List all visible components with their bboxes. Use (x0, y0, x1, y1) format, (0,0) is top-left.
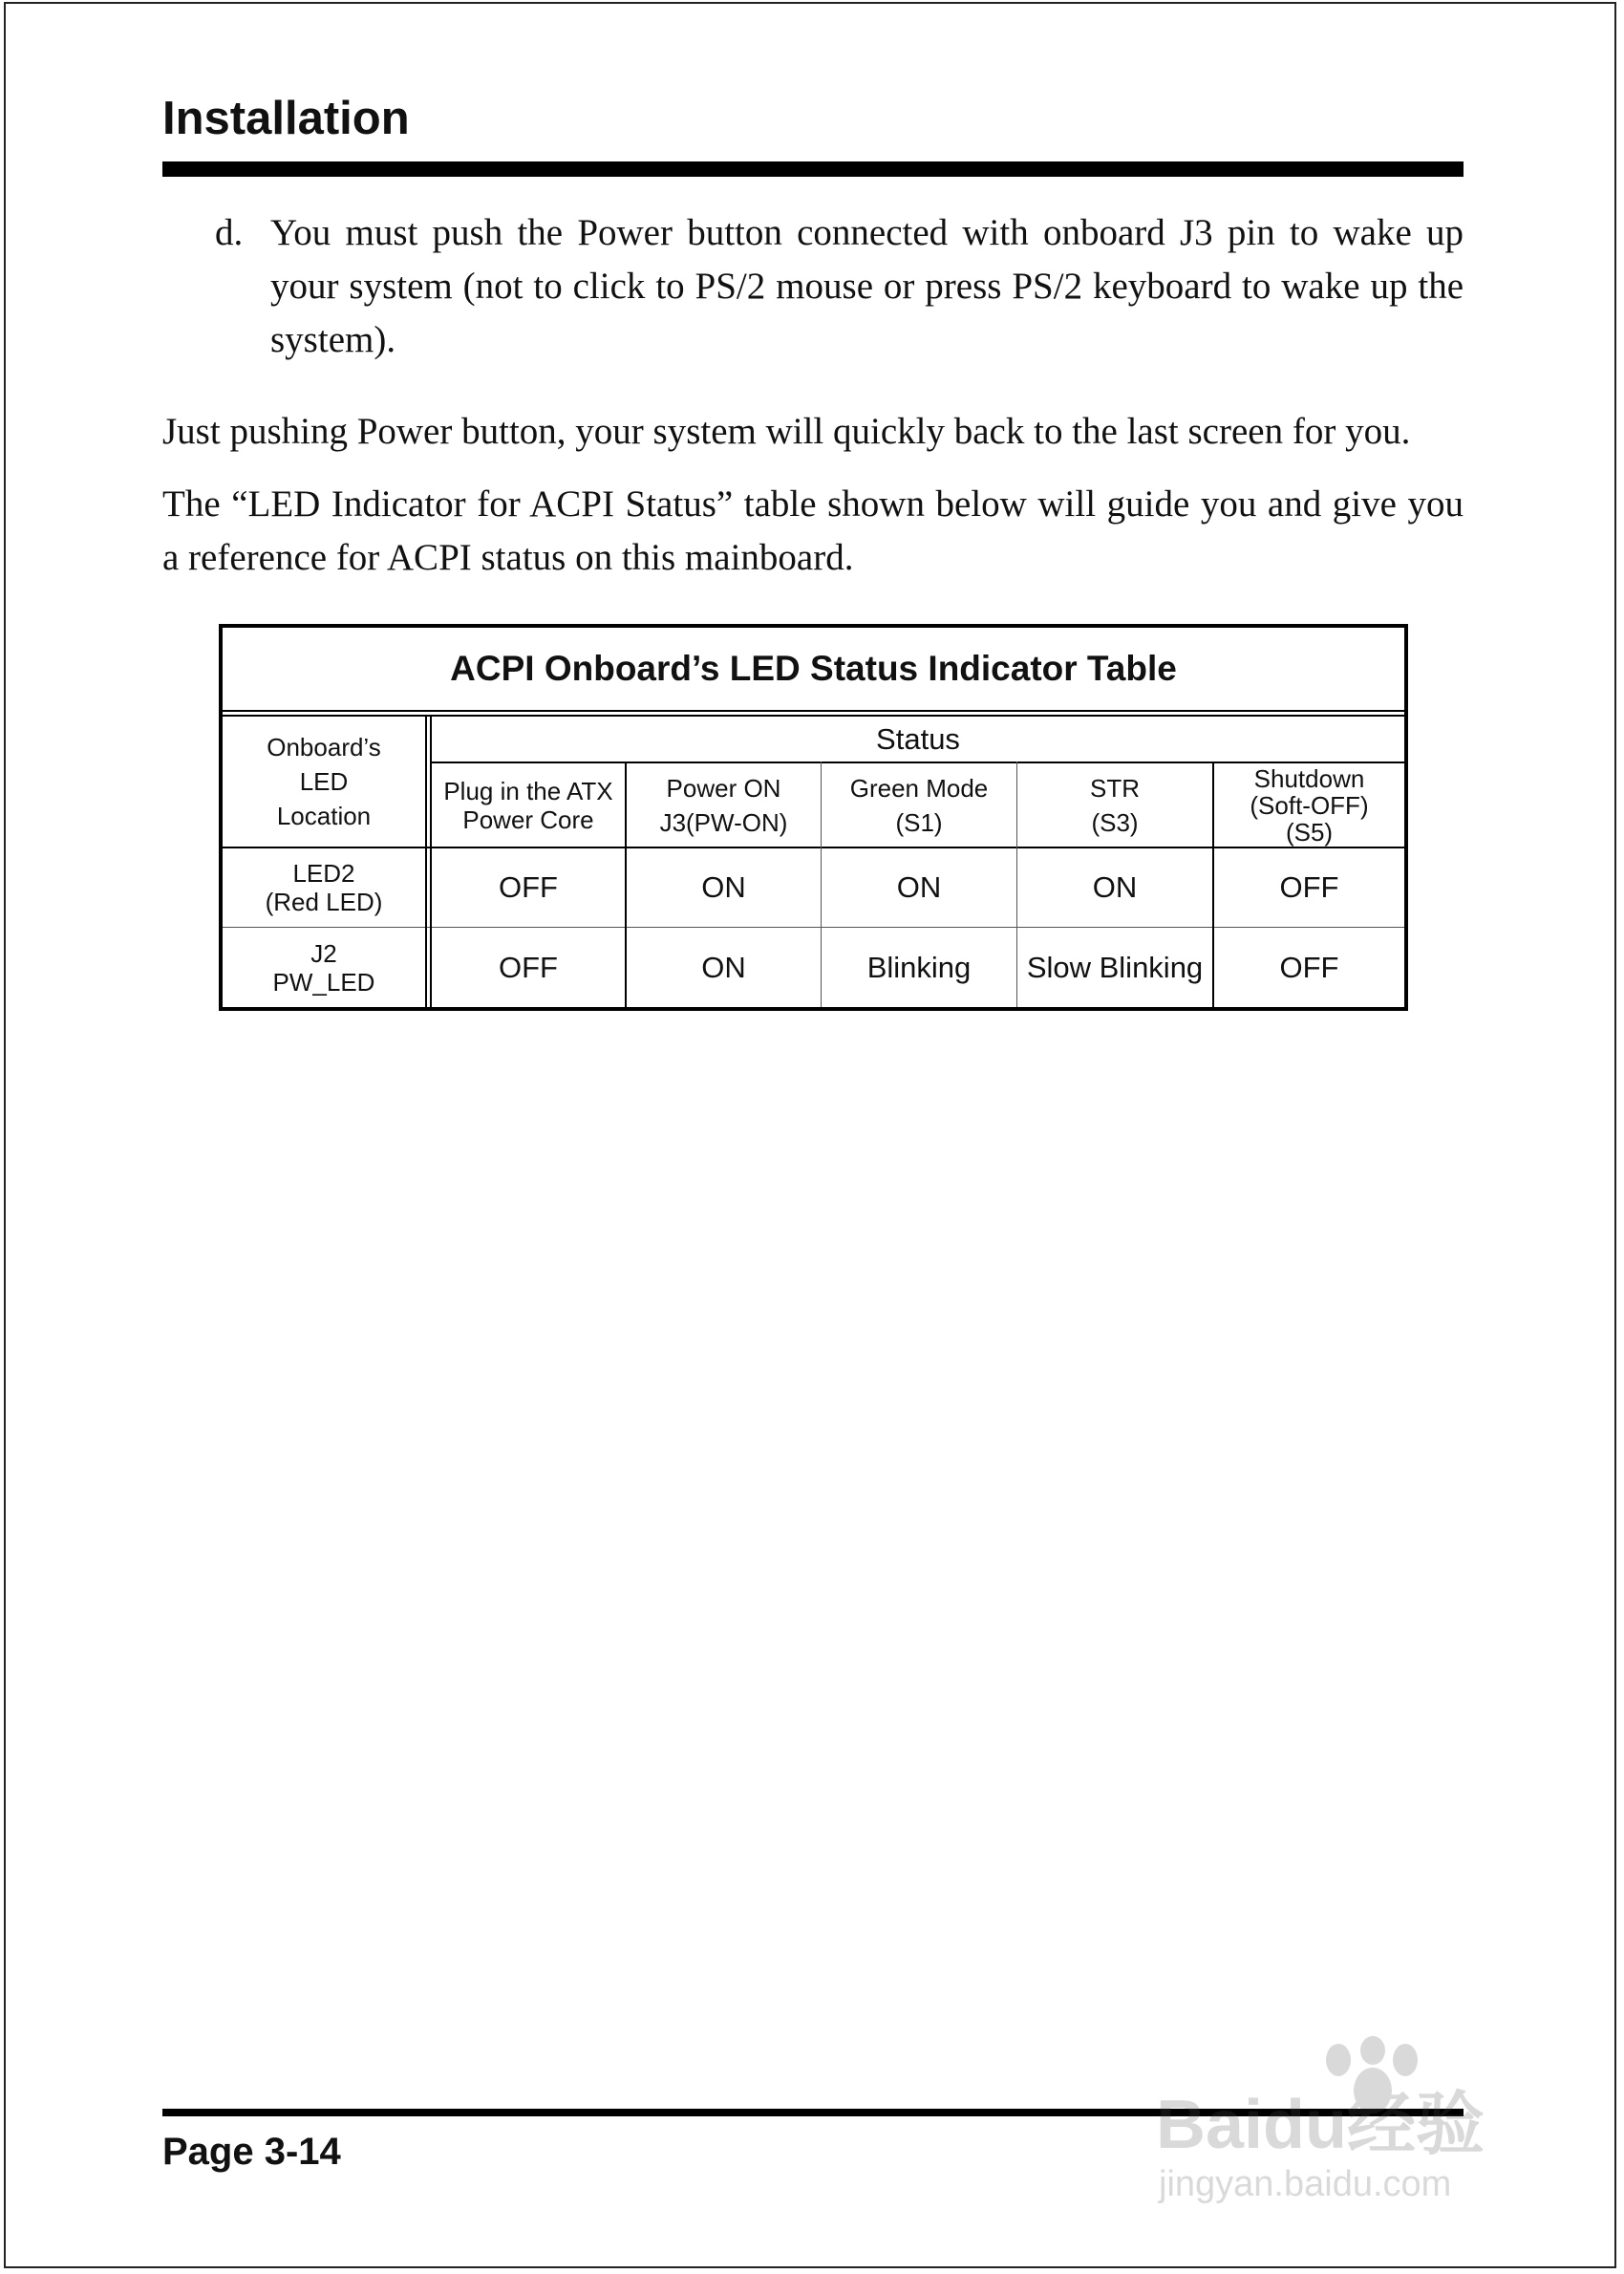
table-rule-title-top (223, 710, 1404, 712)
location-header (223, 717, 425, 847)
location-header-line-3: Location (276, 802, 372, 830)
watermark-brand: Baidu经验 (1156, 2087, 1485, 2163)
column-header-line-2: J3(PW-ON) (659, 807, 788, 837)
column-header-line-1: STR (1090, 773, 1140, 803)
row-label-line-1: LED2 (292, 859, 355, 888)
row-label-line-2: PW_LED (272, 967, 375, 997)
list-item-text: You must push the Power button connected with onboard J3 pin to wake up your system (not to click to PS/2 mouse or press PS/2 keyboard to wake up the system). (270, 212, 1464, 360)
table-title: ACPI Onboard’s LED Status Indicator Table (450, 649, 1177, 688)
row-label-j2 (223, 928, 425, 1007)
footer-rule (162, 2109, 1464, 2116)
column-header-line-1: Shutdown (1253, 763, 1365, 793)
section-title: Installation (162, 93, 410, 144)
watermark-url: jingyan.baidu.com (1159, 2164, 1452, 2204)
column-header-line-2: (Soft-OFF) (1250, 790, 1369, 820)
list-marker: d. (215, 212, 244, 253)
list-item-d (162, 206, 1464, 367)
column-header-line-1: Green Mode (849, 773, 989, 803)
column-header-shutdown (1214, 763, 1404, 847)
table-cell: ON (1092, 870, 1138, 904)
table-cell: Blinking (866, 950, 972, 984)
acpi-led-status-table (219, 624, 1408, 1011)
column-header-line-1: Power ON (666, 773, 781, 803)
column-header-line-3: (S5) (1285, 817, 1334, 847)
table-rule-location-left (425, 715, 427, 1007)
header-rule (162, 161, 1464, 177)
column-header-plug-in-atx (432, 763, 625, 847)
table-cell: ON (701, 870, 746, 904)
table-cell: OFF (1279, 950, 1339, 984)
column-header-line-1: Plug in the ATX (443, 776, 613, 805)
paragraph-power-button: Just pushing Power button, your system will quickly back to the last screen for you. (162, 411, 1411, 452)
column-header-power-on (627, 763, 821, 847)
row-label-line-2: (Red LED) (265, 888, 383, 916)
column-header-line-2: (S1) (895, 807, 943, 837)
table-cell: OFF (499, 870, 558, 904)
location-header-line-1: Onboard’s (267, 733, 381, 762)
row-label-line-1: J2 (310, 938, 337, 968)
column-header-str (1017, 763, 1212, 847)
row-label-led2 (223, 848, 425, 927)
table-cell: ON (701, 950, 746, 984)
table-cell: OFF (499, 950, 558, 984)
table-cell: ON (896, 870, 942, 904)
table-cell: Slow Blinking (1026, 950, 1204, 984)
column-header-line-2: Power Core (462, 804, 594, 834)
status-header: Status (876, 721, 960, 756)
column-header-line-2: (S3) (1091, 807, 1139, 837)
column-header-green-mode (822, 763, 1016, 847)
location-header-line-2: LED (299, 767, 349, 796)
page-number: Page 3-14 (162, 2131, 341, 2173)
table-cell: OFF (1279, 870, 1339, 904)
paragraph-led-reference: The “LED Indicator for ACPI Status” table shown below will guide you and give you a reference for ACPI status on this mainboard. (162, 483, 1464, 578)
